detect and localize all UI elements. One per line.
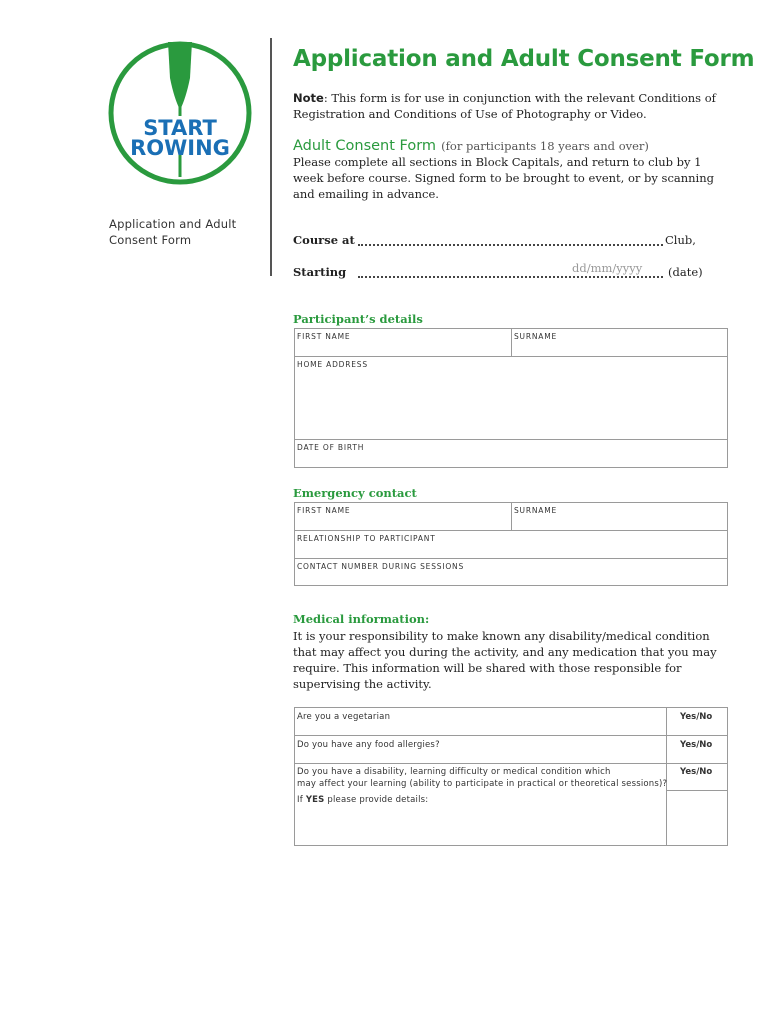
logo-text-rowing: ROWING (130, 136, 230, 160)
participant-surname-label: SURNAME (514, 332, 558, 341)
sidebar-title: Application and Adult Consent Form (109, 217, 237, 247)
emergency-contact-heading: Emergency contact (293, 486, 417, 500)
vegetarian-answer[interactable] (667, 708, 727, 736)
start-rowing-logo (104, 38, 259, 188)
participant-details-heading: Participant’s details (293, 312, 423, 326)
note-text: : This form is for use in conjunction with the relevant Conditions of Registration and Conditions of Use of Photography or Video. (293, 91, 716, 121)
note-label: Note (293, 91, 324, 105)
disability-details-field[interactable] (295, 764, 667, 845)
relationship-field[interactable] (295, 531, 727, 559)
starting-date-field[interactable] (358, 276, 663, 278)
question-food-allergies: Do you have any food allergies? (297, 740, 440, 750)
answer-separator (667, 790, 727, 791)
question-disability (297, 766, 667, 790)
participant-details-box (294, 328, 728, 468)
date-suffix-label: (date) (668, 265, 703, 279)
vertical-divider (270, 38, 272, 276)
consent-heading (293, 135, 649, 154)
emergency-surname-field[interactable] (512, 503, 727, 531)
question-vegetarian: Are you a vegetarian (297, 712, 391, 722)
contact-number-label: CONTACT NUMBER DURING SESSIONS (297, 562, 465, 571)
vegetarian-yes-no: Yes/No (680, 712, 713, 722)
medical-info-heading: Medical information: (293, 612, 430, 626)
starting-label: Starting (293, 265, 347, 279)
consent-heading-text: Adult Consent Form (293, 138, 437, 154)
details-prompt-yes: YES (305, 795, 325, 805)
medical-table (294, 707, 728, 846)
medical-info-text: It is your responsibility to make known any disability/medical condition that may affect you during the activity, and any medication that you may require. This information will be shared with those responsible for supervising the activity. (293, 629, 717, 691)
emergency-surname-label: SURNAME (514, 506, 558, 515)
medical-question-row (295, 736, 667, 764)
emergency-contact-box (294, 502, 728, 586)
food-allergies-answer[interactable] (667, 736, 727, 764)
course-label: Course at (293, 233, 355, 247)
note-paragraph (293, 90, 733, 122)
logo-text-start: START (143, 116, 217, 140)
details-prompt-suffix: please provide details: (324, 795, 429, 805)
question-disability-line2: may affect your learning (ability to participate in practical or theoretical sessions)? (297, 779, 668, 789)
participant-first-name-label: FIRST NAME (297, 332, 351, 341)
details-prompt (297, 794, 428, 806)
participant-first-name-field[interactable] (295, 329, 512, 357)
question-disability-line1: Do you have a disability, learning difficulty or medical condition which (297, 767, 611, 777)
home-address-label: HOME ADDRESS (297, 360, 368, 369)
club-label: Club, (665, 233, 696, 247)
page-title: Application and Adult Consent Form (293, 46, 755, 72)
contact-number-field[interactable] (295, 559, 727, 585)
date-of-birth-field[interactable] (295, 440, 727, 467)
emergency-first-name-label: FIRST NAME (297, 506, 351, 515)
disability-answer[interactable] (667, 764, 727, 845)
disability-yes-no: Yes/No (680, 767, 713, 777)
emergency-first-name-field[interactable] (295, 503, 512, 531)
date-placeholder: dd/mm/yyyy (572, 261, 643, 275)
relationship-label: RELATIONSHIP TO PARTICIPANT (297, 534, 436, 543)
consent-subheading: (for participants 18 years and over) (441, 139, 649, 153)
participant-surname-field[interactable] (512, 329, 727, 357)
medical-question-row (295, 708, 667, 736)
food-allergies-yes-no: Yes/No (680, 740, 713, 750)
home-address-field[interactable] (295, 357, 727, 440)
details-prompt-prefix: If (297, 795, 306, 805)
date-of-birth-label: DATE OF BIRTH (297, 443, 365, 452)
consent-instructions: Please complete all sections in Block Capitals, and return to club by 1 week before course. Signed form to be brought to event, or by scanning and emailing in advance. (293, 155, 715, 201)
course-field[interactable] (358, 244, 663, 246)
